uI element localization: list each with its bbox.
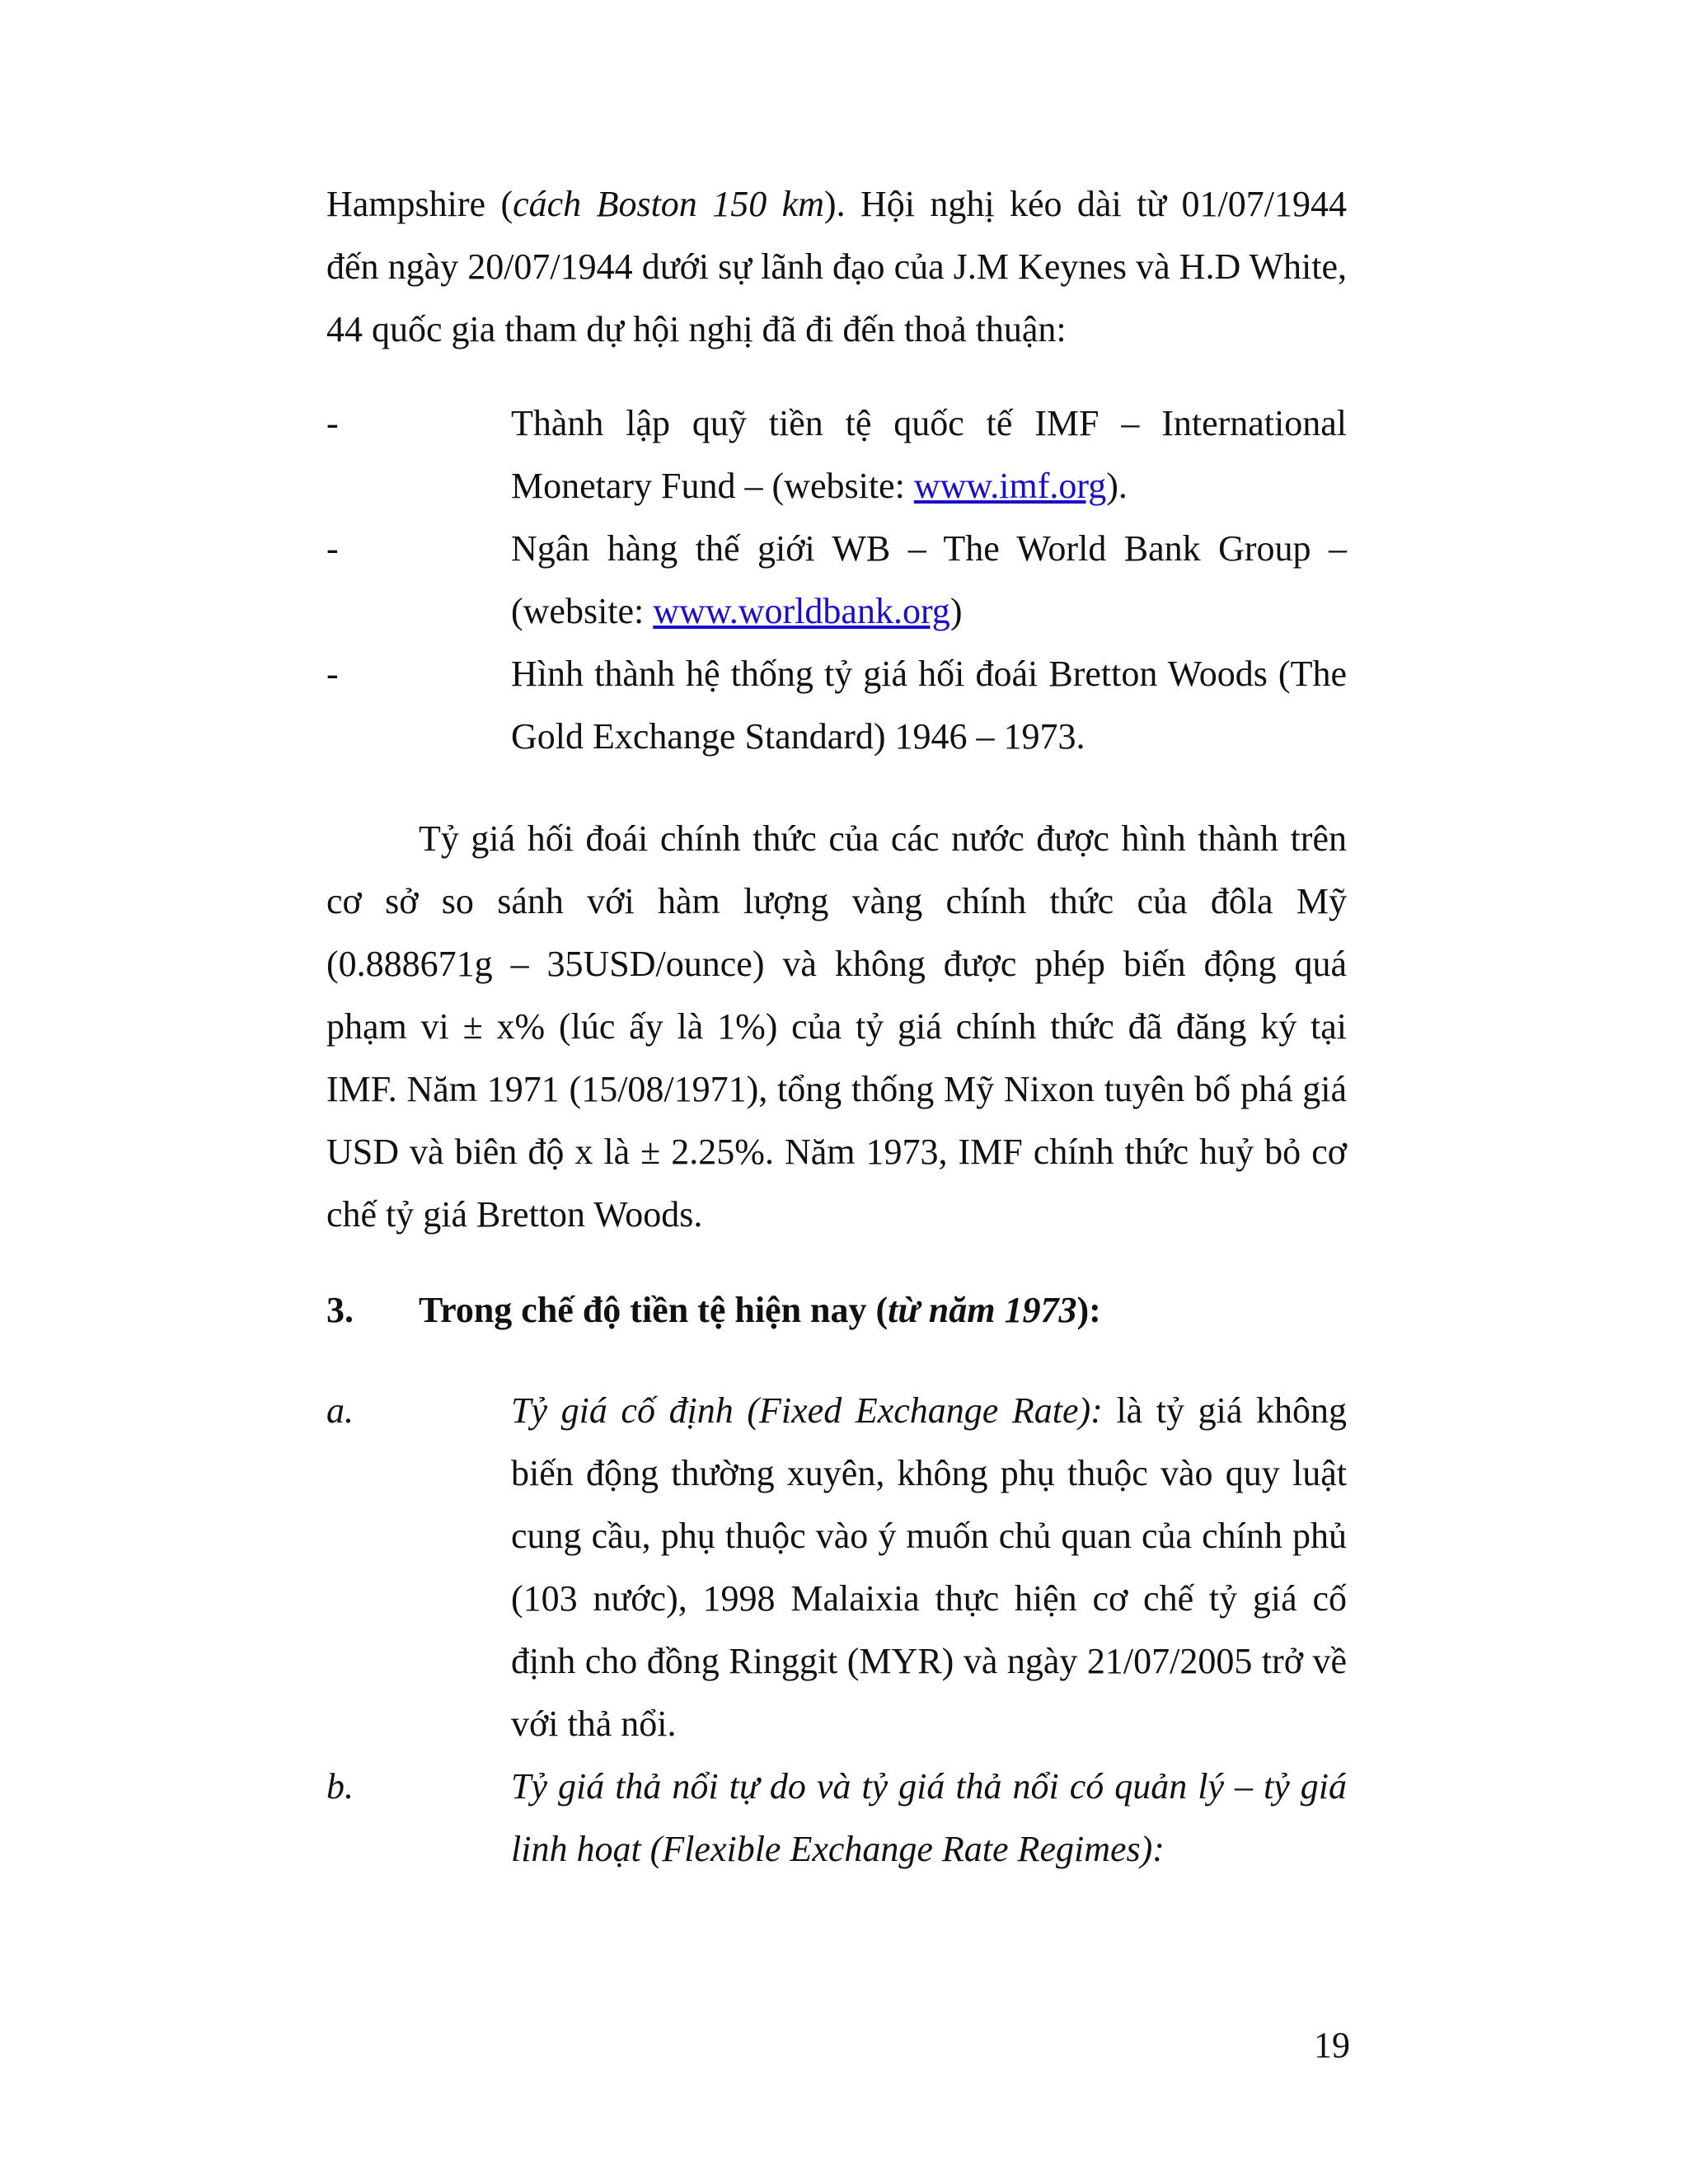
intro-place-italic: cách Boston 150 km bbox=[513, 184, 824, 224]
bullet-marker: - bbox=[326, 528, 339, 569]
sub-item-marker: b. bbox=[326, 1766, 354, 1807]
bullet-text-after: ). bbox=[1106, 466, 1128, 506]
sub-item-term: Tỷ giá cố định (Fixed Exchange Rate): bbox=[511, 1390, 1103, 1431]
section-number: 3. bbox=[326, 1290, 354, 1330]
sub-item-definition: là tỷ giá không biến động thường xuyên, không phụ thuộc vào quy luật cung cầu, phụ thuộc vào ý muốn chủ quan của chính phủ (103 nước), 1998 Malaixia thực hiện cơ chế tỷ giá cố định cho đồng Ringgit (MYR) và ngày 21/07/2005 trở về với thả nổi. bbox=[511, 1390, 1348, 1744]
bullet-text bbox=[511, 643, 1347, 768]
bullet-marker: - bbox=[326, 654, 339, 694]
worldbank-link[interactable]: www.worldbank.org bbox=[653, 591, 950, 631]
bullet-text bbox=[511, 518, 1347, 643]
bullet-text-after: ) bbox=[950, 591, 963, 631]
section-title-start: Trong chế độ tiền tệ hiện nay ( bbox=[419, 1290, 889, 1330]
intro-text-start: Hampshire ( bbox=[326, 184, 513, 224]
sub-item-marker: a. bbox=[326, 1390, 354, 1431]
bullet-text bbox=[511, 392, 1347, 518]
bullet-marker: - bbox=[326, 403, 339, 443]
bretton-woods-paragraph: Tỷ giá hối đoái chính thức của các nước được hình thành trên cơ sở so sánh với hàm lượng vàng chính thức của đôla Mỹ (0.888671g – 35USD/ounce) và không được phép biến động quá phạm vi ± x% (lúc ấy là 1%) của tỷ giá chính thức đã đăng ký tại IMF. Năm 1971 (15/08/1971), tổng thống Mỹ Nixon tuyên bố phá giá USD và biên độ x là ± 2.25%. Năm 1973, IMF chính thức huỷ bỏ cơ chế tỷ giá Bretton Woods. bbox=[326, 818, 1347, 1235]
page-number: 19 bbox=[1314, 2025, 1350, 2065]
imf-link[interactable]: www.imf.org bbox=[913, 466, 1107, 506]
section-title bbox=[419, 1279, 1101, 1342]
sub-item-text bbox=[511, 1755, 1347, 1881]
intro-text-rest: ). Hội nghị kéo dài từ 01/07/1944 đến ngày 20/07/1944 dưới sự lãnh đạo của J.M Keynes và H.D White, 44 quốc gia tham dự hội nghị đã đi đến thoả thuận: bbox=[326, 184, 1348, 349]
bullet-text-before: Ngân hàng thế giới WB – The World Bank Group – (website: bbox=[511, 528, 1347, 631]
section-title-italic: từ năm 1973 bbox=[888, 1290, 1077, 1330]
bullet-text-before: Hình thành hệ thống tỷ giá hối đoái Bretton Woods (The Gold Exchange Standard) 1946 – 1973. bbox=[511, 654, 1347, 757]
sub-item-term: Tỷ giá thả nổi tự do và tỷ giá thả nổi có quản lý – tỷ giá linh hoạt (Flexible Exchange Rate Regimes): bbox=[511, 1766, 1347, 1869]
section-title-end: ): bbox=[1076, 1290, 1101, 1330]
intro-paragraph bbox=[326, 173, 1347, 361]
bullet-text-before: Thành lập quỹ tiền tệ quốc tế IMF – International Monetary Fund – (website: bbox=[511, 403, 1347, 506]
sub-item-text bbox=[511, 1380, 1347, 1755]
